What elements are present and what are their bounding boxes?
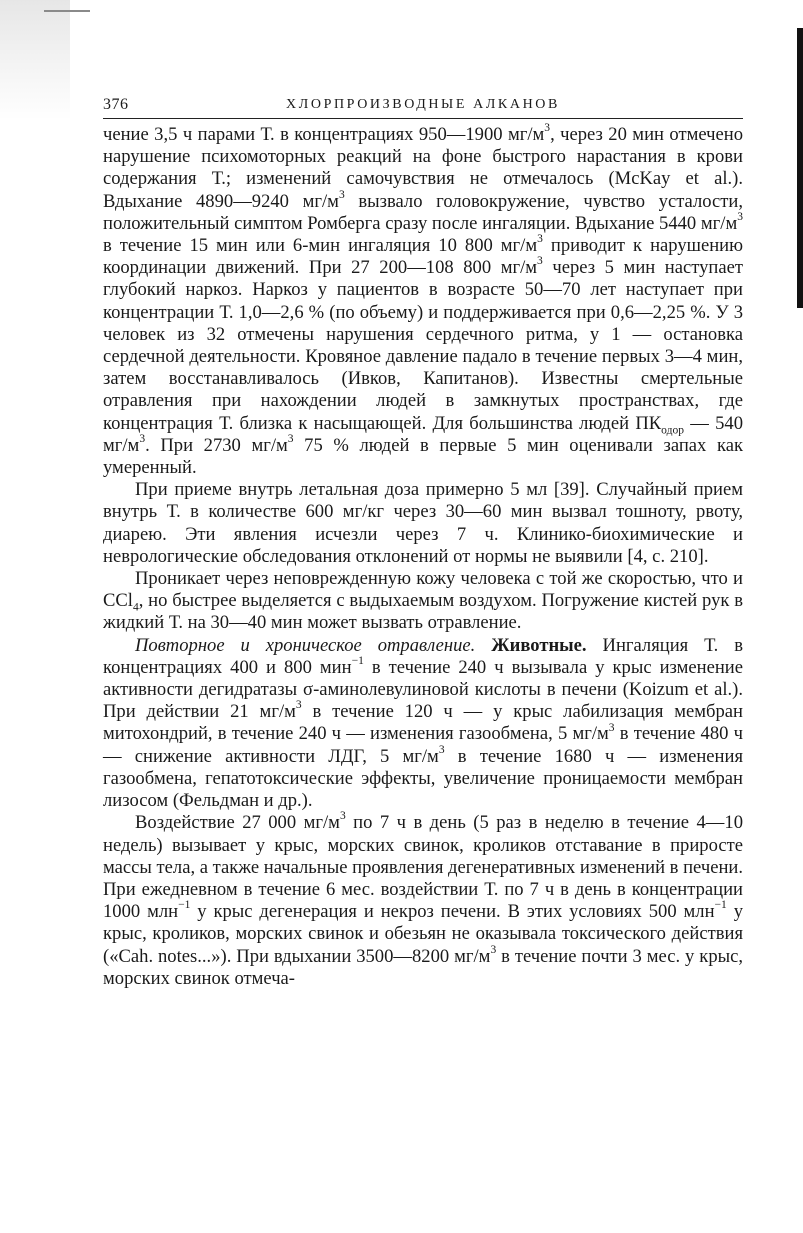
superscript: 3	[537, 233, 543, 246]
paragraph-1	[103, 124, 743, 479]
text-run: по 7 ч в день (5 раз в неделю в течение 4—10 недель) вызывает у крыс, морских свинок, кроликов отставание в приросте массы тела, а также начальные проявления дегенеративных изменений в печени. При ежедневном в течение 6 мес. воздействии Т. по 7 ч в день в концентрации 1000 млн	[103, 812, 743, 923]
subscript: одор	[661, 424, 684, 437]
superscript: −1	[351, 654, 364, 667]
text-run: в течение 120 ч — у крыс лабилизация мембран митохондрий, в течение 240 ч — изменения газообмена, 5 мг/м	[103, 701, 743, 745]
superscript: 3	[544, 122, 551, 135]
text-run: , через 20 мин отмечено нарушение психомоторных реакций на фоне быстрого нарастания в крови содержания Т.; изменений самочувствия не отмечалось (McKay et al.). Вдыхание 4890—9240 мг/м	[103, 124, 743, 212]
text-run: чение 3,5 ч парами Т. в концентрациях 950—1900 мг/м	[103, 124, 545, 145]
superscript: 3	[338, 188, 345, 201]
text-run: приводит к нарушению координации движений. При 27 200—108 800 мг/м	[103, 235, 743, 279]
scan-edge-bar	[797, 28, 803, 308]
superscript: 3	[608, 721, 615, 734]
superscript: 3	[139, 432, 146, 445]
text-run: вызвало головокружение, чувство усталости, положительный симптом Ромберга сразу после ингаляции. Вдыхание 5440 мг/м	[103, 190, 743, 234]
scan-mark	[44, 10, 90, 12]
superscript: 3	[287, 432, 294, 445]
superscript: 3	[537, 255, 543, 268]
superscript: 3	[295, 699, 302, 712]
text-run: 75 % людей в первые 5 мин оценивали запах как умеренный.	[103, 434, 743, 479]
superscript: 3	[737, 210, 743, 223]
text-run: в течение почти 3 мес. у крыс, морских свинок отмеча-	[103, 945, 744, 989]
subscript: 4	[132, 601, 139, 614]
scan-shadow	[0, 0, 70, 120]
paragraph-3	[103, 568, 743, 635]
text-run: у крыс, кроликов, морских свинок и обезьян не оказывала токсического действия («Cah. notes...»). При вдыхании 3500—8200 мг/м	[103, 901, 743, 967]
paragraph-4	[103, 635, 743, 813]
running-title: ХЛОРПРОИЗВОДНЫЕ АЛКАНОВ	[286, 97, 560, 112]
superscript: 3	[339, 810, 346, 823]
page-header	[103, 96, 743, 119]
text-run: Воздействие 27 000 мг/м	[135, 812, 340, 834]
text-run: . При 2730 мг/м	[145, 434, 288, 456]
section-heading: Повторное и хроническое отравление.	[135, 634, 476, 656]
superscript: −1	[714, 899, 727, 912]
paragraph-5	[103, 812, 743, 990]
text-run: через 5 мин наступает глубокий наркоз. Наркоз у пациентов в возрасте 50—70 лет наступает при концентрации Т. 1,0—2,6 % (по объему) и поддерживается при 0,6—2,25 %. У 3 человек из 32 отмечены нарушения сердечного ритма, у 1 — остановка сердечной деятельности. Кровяное давление падало в течение первых 3—4 мин, затем восстанавливалось (Ивков, Капитанов). Известны смертельные отравления при нахождении людей в замкнутых пространствах, где концентрация Т. близка к насыщающей. Для большинства людей ПК	[103, 257, 744, 434]
text-run: Проникает через неповрежденную кожу человека с той же скоростью, что и CCl	[103, 568, 743, 612]
subsection-label: Животные.	[491, 634, 587, 656]
text-run: — 540 мг/м	[103, 412, 743, 456]
page-number: 376	[103, 96, 129, 113]
text-run: в течение 1680 ч — изменения газообмена, гепатотоксические эффекты, увеличение проницаемости мембран лизосом (Фельдман и др.).	[103, 745, 743, 812]
text-run: , но быстрее выделяется с выдыхаемым воздухом. Погружение кистей рук в жидкий Т. на 30—40 мин может вызвать отравление.	[103, 590, 743, 634]
superscript: 3	[438, 743, 445, 756]
superscript: 3	[490, 943, 497, 956]
text-run: в течение 15 мин или 6-мин ингаляция 10 800 мг/м	[103, 235, 538, 257]
paragraph-2: При приеме внутрь летальная доза примерно 5 мл [39]. Случайный прием внутрь Т. в количестве 600 мг/кг через 30—60 мин вызвал тошноту, рвоту, диарею. Эти явления исчезли через 7 ч. Клинико-биохимические и неврологические обследования отклонений от нормы не выявили [4, с. 210].	[103, 479, 743, 567]
page-body	[103, 124, 743, 990]
text-run: Ингаляция Т. в концентрациях 400 и 800 мин	[103, 634, 743, 678]
text-run: у крыс дегенерация и некроз печени. В этих условиях 500 млн	[190, 901, 715, 923]
superscript: −1	[178, 899, 191, 912]
text-run: в течение 480 ч — снижение активности ЛДГ, 5 мг/м	[103, 723, 743, 767]
text-run: в течение 240 ч вызывала у крыс изменение активности дегидратазы σ-аминолевулиновой кислоты в печени (Koizum et al.). При действии 21 мг/м	[103, 656, 743, 723]
